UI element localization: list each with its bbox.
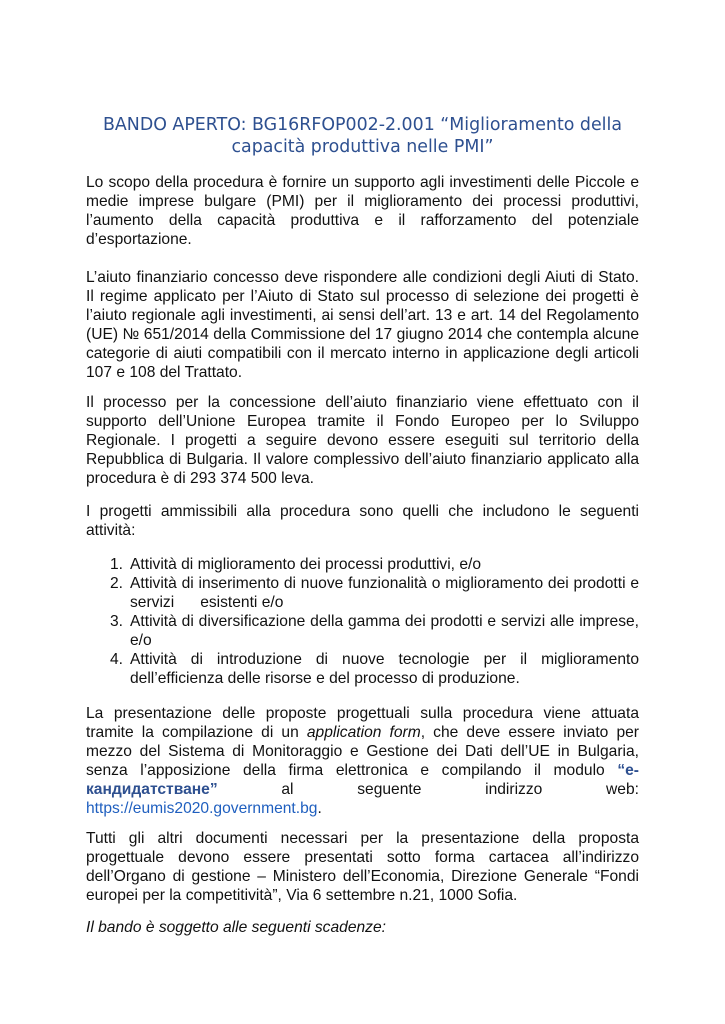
- paragraph-purpose: Lo scopo della procedura è fornire un supporto agli investimenti delle Piccole e medie imprese bulgare (PMI) per il miglioramento dei processi produttivi, l’aumento della capacità produttiva e il rafforzamento del potenziale d’esportazione.: [86, 174, 639, 248]
- list-item-text: Attività di diversificazione della gamma dei prodotti e servizi alle imprese, e/o: [130, 613, 639, 649]
- title-line-2: capacità produttiva nelle PMI”: [231, 137, 494, 157]
- list-number: 3.: [110, 613, 124, 630]
- page-title: [86, 114, 639, 158]
- title-line-1: BANDO APERTO: BG16RFOP002-2.001 “Miglioramento della: [102, 115, 622, 135]
- submission-text-a: La presentazione delle proposte progettuali sulla procedura viene attuata tramite la compilazione di un: [86, 705, 639, 741]
- paragraph-eligible-projects: I progetti ammissibili alla procedura sono quelli che includono le seguenti attività:: [86, 503, 639, 539]
- list-item-text: Attività di miglioramento dei processi produttivi, e/o: [130, 556, 482, 573]
- application-form-term: application form: [306, 724, 421, 741]
- paragraph-submission: [86, 704, 639, 818]
- list-item: [86, 555, 639, 574]
- submission-text-b: , che deve essere inviato per mezzo del Sistema di Monitoraggio e Gestione dei Dati dell’UE in Bulgaria, senza l’apposizione della firma elettronica e compilando il modulo: [86, 724, 639, 779]
- submission-text-d: .: [317, 800, 322, 817]
- list-item-text: Attività di introduzione di nuove tecnologie per il miglioramento dell’efficienza delle risorse e del processo di produzione.: [130, 651, 639, 687]
- list-item: [86, 612, 639, 650]
- paragraph-funding: Il processo per la concessione dell’aiuto finanziario viene effettuato con il supporto dell’Unione Europea tramite il Fondo Europeo per lo Sviluppo Regionale. I progetti a seguire devono essere eseguiti sul territorio della Repubblica di Bulgaria. Il valore complessivo dell’aiuto finanziario applicato alla procedura è di 293 374 500 leva.: [86, 394, 639, 487]
- paragraph-deadlines-intro: Il bando è soggetto alle seguenti scadenze:: [86, 919, 386, 936]
- paragraph-state-aid: L’aiuto finanziario concesso deve rispondere alle condizioni degli Aiuti di Stato. Il regime applicato per l’Aiuto di Stato sul processo di selezione dei progetti è l’aiuto regionale agli investimenti, ai sensi dell’art. 13 e art. 14 del Regolamento (UE) № 651/2014 della Commissione del 17 giugno 2014 che contempla alcune categorie di aiuti compatibili con il mercato interno in applicazione degli articoli 107 e 108 del Trattato.: [86, 269, 639, 381]
- list-item: [86, 650, 639, 688]
- list-item: [86, 574, 639, 612]
- list-number: 1.: [110, 556, 124, 573]
- list-item-text-continued: esistenti e/o: [200, 594, 284, 611]
- eumis-url-link[interactable]: https://eumis2020.government.bg: [86, 800, 318, 817]
- submission-text-c: al seguente indirizzo web:: [217, 781, 639, 798]
- paragraph-paper-documents: Tutti gli altri documenti necessari per la presentazione della proposta progettuale devono essere presentati sotto forma cartacea all’indirizzo dell’Organo di gestione – Ministero dell’Economia, Direzione Generale “Fondi europei per la competitività”, Via 6 settembre n.21, 1000 Sofia.: [86, 830, 639, 904]
- list-number: 4.: [110, 651, 124, 668]
- e-kandidatstvane-module-link[interactable]: “e-кандидатстване”: [86, 762, 639, 798]
- list-number: 2.: [110, 575, 124, 592]
- activities-list: [86, 555, 639, 688]
- list-item-text: Attività di inserimento di nuove funzionalità o miglioramento dei prodotti e servizi: [130, 575, 639, 611]
